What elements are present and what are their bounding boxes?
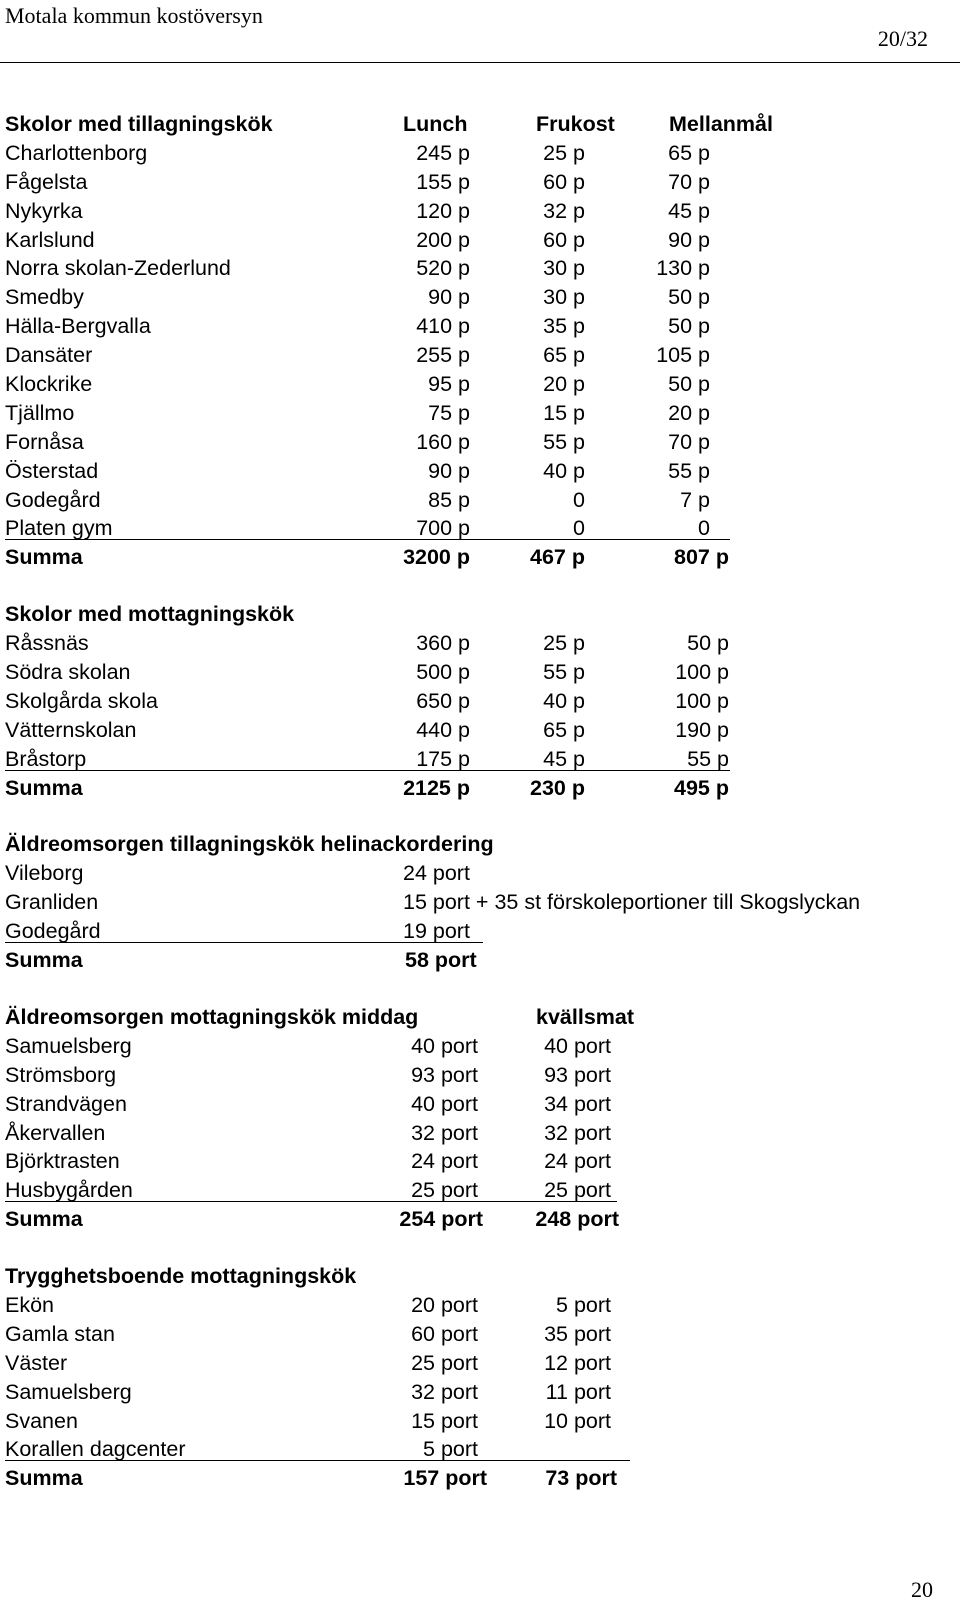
row-label: Karlslund <box>5 227 95 252</box>
row-value-col1: 255 p <box>416 343 470 368</box>
table-row <box>5 254 955 283</box>
row-label: Nykyrka <box>5 198 83 223</box>
table-row <box>5 745 955 774</box>
row-value-col1: 32 port <box>411 1120 478 1145</box>
table-row <box>5 1119 955 1148</box>
table-row <box>5 168 955 197</box>
row-value-col2: 32 p <box>543 198 585 223</box>
row-value-col2: 55 p <box>543 429 585 454</box>
section-s5 <box>5 1262 955 1493</box>
row-value-col1: 155 p <box>416 169 470 194</box>
row-label: Fornåsa <box>5 429 84 454</box>
row-value-col1: 85 p <box>428 487 470 512</box>
table-row <box>5 1378 955 1407</box>
row-value-col2: 30 p <box>543 285 585 310</box>
row-value-col2: 25 port <box>544 1178 611 1203</box>
row-value-col2: 55 p <box>543 660 585 685</box>
row-label: Bråstorp <box>5 746 87 771</box>
row-value-col1: 90 p <box>428 458 470 483</box>
table-row <box>5 888 955 917</box>
section-heading <box>5 830 955 859</box>
row-value-col3: 495 p <box>674 775 729 800</box>
table-row <box>5 716 955 745</box>
row-label: Godegård <box>5 487 101 512</box>
row-value-col2: 93 port <box>544 1062 611 1087</box>
row-value-col1: 200 p <box>416 227 470 252</box>
row-value-col2: 15 p <box>543 400 585 425</box>
row-label: Platen gym <box>5 516 113 541</box>
row-label: Väster <box>5 1350 68 1375</box>
row-value-col3: 50 p <box>668 372 710 397</box>
table-row <box>5 1176 955 1205</box>
row-label: Äldreomsorgen tillagningskök helinackordering <box>5 832 494 857</box>
table-row <box>5 1147 955 1176</box>
row-value-col1: 3200 p <box>403 545 470 570</box>
table-row <box>5 341 955 370</box>
row-value-col2: 35 port <box>544 1321 611 1346</box>
row-value-col2: 60 p <box>543 227 585 252</box>
table-row <box>5 1291 955 1320</box>
row-value-col2: 34 port <box>544 1091 611 1116</box>
table-row <box>5 1032 955 1061</box>
row-label: Summa <box>5 1207 83 1232</box>
row-value-col2: 30 p <box>543 256 585 281</box>
row-value-col2: 11 port <box>545 1379 611 1404</box>
row-value-col1: 75 p <box>428 400 470 425</box>
table-row <box>5 283 955 312</box>
table-row <box>5 1407 955 1436</box>
row-value-col2: 40 port <box>544 1033 611 1058</box>
row-value-col2: 24 port <box>544 1149 611 1174</box>
row-value-col1: 60 port <box>411 1321 478 1346</box>
row-value-col3: 55 p <box>687 746 729 771</box>
row-value-col2: 467 p <box>530 545 585 570</box>
row-label: Björktrasten <box>5 1149 120 1174</box>
row-value-col1: 5 port <box>423 1437 478 1462</box>
row-value-col2: 20 p <box>543 372 585 397</box>
row-value-col1: 40 port <box>411 1033 478 1058</box>
row-value-col2: 230 p <box>530 775 585 800</box>
row-value-col3: 50 p <box>687 631 729 656</box>
row-value-col1: 520 p <box>416 256 470 281</box>
table-row <box>5 1435 955 1464</box>
row-value-col3: 90 p <box>668 227 710 252</box>
row-label: Norra skolan-Zederlund <box>5 256 231 281</box>
table-row <box>5 1320 955 1349</box>
row-label: Råssnäs <box>5 631 89 656</box>
row-value-col2: 32 port <box>544 1120 611 1145</box>
row-value-col2: 60 p <box>543 169 585 194</box>
row-value-col2: 65 p <box>543 343 585 368</box>
row-value-col1: 25 port <box>411 1350 478 1375</box>
row-value-col2: 25 p <box>543 140 585 165</box>
section-heading <box>5 110 955 139</box>
section-s3 <box>5 830 955 974</box>
summary-row <box>5 543 955 572</box>
row-label: Klockrike <box>5 372 93 397</box>
document-header-title: Motala kommun kostöversyn <box>5 3 263 28</box>
table-row <box>5 1349 955 1378</box>
row-label: Summa <box>5 545 83 570</box>
row-label: Södra skolan <box>5 660 131 685</box>
table-row <box>5 457 955 486</box>
table-row <box>5 312 955 341</box>
row-label: Godegård <box>5 919 101 944</box>
table-row <box>5 687 955 716</box>
row-label: Fågelsta <box>5 169 88 194</box>
row-value-col2: 40 p <box>543 458 585 483</box>
row-value-col1: 157 port <box>403 1466 487 1491</box>
header-divider <box>0 62 960 63</box>
row-value-col3: Mellanmål <box>669 112 773 136</box>
row-label: Strömsborg <box>5 1062 117 1087</box>
row-label: Strandvägen <box>5 1091 127 1116</box>
row-value-col2: 0 <box>573 516 585 541</box>
table-row <box>5 197 955 226</box>
page-indicator: 20/32 <box>877 26 928 51</box>
row-label: Gamla stan <box>5 1321 115 1346</box>
row-value-col3: 190 p <box>675 717 729 742</box>
row-label: Svanen <box>5 1408 78 1433</box>
row-value-col3: 20 p <box>668 400 710 425</box>
row-value-col1: 95 p <box>428 372 470 397</box>
table-row <box>5 658 955 687</box>
row-value-col3: 7 p <box>680 487 710 512</box>
row-value-col2: 40 p <box>543 688 585 713</box>
row-label: Summa <box>5 1466 83 1491</box>
row-value-col1: 500 p <box>416 660 470 685</box>
row-label: Vileborg <box>5 861 84 886</box>
row-value-col1: 160 p <box>416 429 470 454</box>
table-row <box>5 1061 955 1090</box>
row-label: Husbygården <box>5 1178 133 1203</box>
table-row <box>5 514 955 543</box>
table-row <box>5 428 955 457</box>
row-value-col2: 73 port <box>545 1466 617 1491</box>
row-value-col1: 32 port <box>411 1379 478 1404</box>
row-value-col3: 45 p <box>668 198 710 223</box>
row-value-col3: 0 <box>698 516 710 541</box>
row-label: Granliden <box>5 890 99 915</box>
row-value-col1: 20 port <box>411 1292 478 1317</box>
summary-row <box>5 774 955 803</box>
summary-row <box>5 1205 955 1234</box>
row-value-col1: 650 p <box>416 688 470 713</box>
row-value-col2: 12 port <box>544 1350 611 1375</box>
row-value-col3: 130 p <box>656 256 710 281</box>
document-body <box>5 110 955 1521</box>
section-heading <box>5 600 955 629</box>
table-row <box>5 139 955 168</box>
row-label: Äldreomsorgen mottagningskök middag <box>5 1004 419 1029</box>
row-value-col2: kvällsmat <box>536 1004 635 1029</box>
row-value-col3: 70 p <box>668 429 710 454</box>
section-heading <box>5 1262 955 1291</box>
row-label: Skolor med tillagningskök <box>5 112 273 136</box>
row-value-col1: 25 port <box>411 1178 478 1203</box>
section-s4 <box>5 1003 955 1234</box>
row-value-col2: 65 p <box>543 717 585 742</box>
row-label: Österstad <box>5 458 99 483</box>
row-value-col3: 105 p <box>656 343 710 368</box>
row-value-col1: 40 port <box>411 1091 478 1116</box>
row-value-col1: 90 p <box>428 285 470 310</box>
row-label: Vätternskolan <box>5 717 137 742</box>
row-value-col3: 50 p <box>668 285 710 310</box>
row-value-col1: 58 port <box>405 948 477 973</box>
row-label: Trygghetsboende mottagningskök <box>5 1264 357 1289</box>
section-heading <box>5 1003 955 1032</box>
row-label: Hälla-Bergvalla <box>5 314 151 339</box>
row-value-col3: 100 p <box>675 688 729 713</box>
row-value-col1: 360 p <box>416 631 470 656</box>
row-value-col1: 15 port <box>411 1408 478 1433</box>
row-value-col2: Frukost <box>536 112 615 136</box>
row-label: Korallen dagcenter <box>5 1437 186 1462</box>
row-value-col3: 65 p <box>668 140 710 165</box>
row-label: Smedby <box>5 285 84 310</box>
row-value-col2: 10 port <box>544 1408 611 1433</box>
table-row <box>5 399 955 428</box>
row-value-col1: 440 p <box>416 717 470 742</box>
row-value-col3: 55 p <box>668 458 710 483</box>
row-label: Skolor med mottagningskök <box>5 602 295 627</box>
section-s1 <box>5 110 955 572</box>
table-row <box>5 486 955 515</box>
row-value-col2: 248 port <box>535 1207 619 1232</box>
row-value-col1: 2125 p <box>403 775 470 800</box>
table-row <box>5 917 955 946</box>
row-value-col1: 175 p <box>416 746 470 771</box>
row-label: Charlottenborg <box>5 140 148 165</box>
row-value-col1: 254 port <box>399 1207 483 1232</box>
row-label: Tjällmo <box>5 400 75 425</box>
table-row <box>5 859 955 888</box>
summary-row <box>5 1464 955 1493</box>
footer-page-number: 20 <box>911 1577 933 1602</box>
row-value-col1: 24 port <box>411 1149 478 1174</box>
row-value-col1: 19 port <box>403 919 470 944</box>
section-s2 <box>5 600 955 802</box>
summary-row <box>5 946 955 975</box>
row-label: Ekön <box>5 1292 55 1317</box>
row-value-col2: 25 p <box>543 631 585 656</box>
row-label: Summa <box>5 775 83 800</box>
row-value-col3: 50 p <box>668 314 710 339</box>
row-value-col1: 93 port <box>411 1062 478 1087</box>
row-value-col3: 70 p <box>668 169 710 194</box>
row-label: Dansäter <box>5 343 93 368</box>
row-value-col2: 5 port <box>556 1292 611 1317</box>
table-row <box>5 629 955 658</box>
row-value-col1: 410 p <box>416 314 470 339</box>
row-value-col3: 100 p <box>675 660 729 685</box>
row-label: Åkervallen <box>5 1120 106 1145</box>
table-row <box>5 226 955 255</box>
table-row <box>5 1090 955 1119</box>
row-value-col2: 35 p <box>543 314 585 339</box>
row-value-col1: 245 p <box>416 140 470 165</box>
row-value-col3: 807 p <box>674 545 729 570</box>
row-value-col2: 45 p <box>543 746 585 771</box>
row-value-col2: 0 <box>573 487 585 512</box>
table-row <box>5 370 955 399</box>
row-value-col1: 120 p <box>416 198 470 223</box>
row-value-col1: 24 port <box>403 861 470 886</box>
row-label: Samuelsberg <box>5 1379 132 1404</box>
row-label: Skolgårda skola <box>5 688 158 713</box>
row-label: Samuelsberg <box>5 1033 132 1058</box>
row-value-col1: Lunch <box>403 112 468 136</box>
row-value-col1: 15 port + 35 st förskoleportioner till Skogslyckan <box>403 890 861 915</box>
row-value-col1: 700 p <box>416 516 470 541</box>
row-label: Summa <box>5 948 83 973</box>
